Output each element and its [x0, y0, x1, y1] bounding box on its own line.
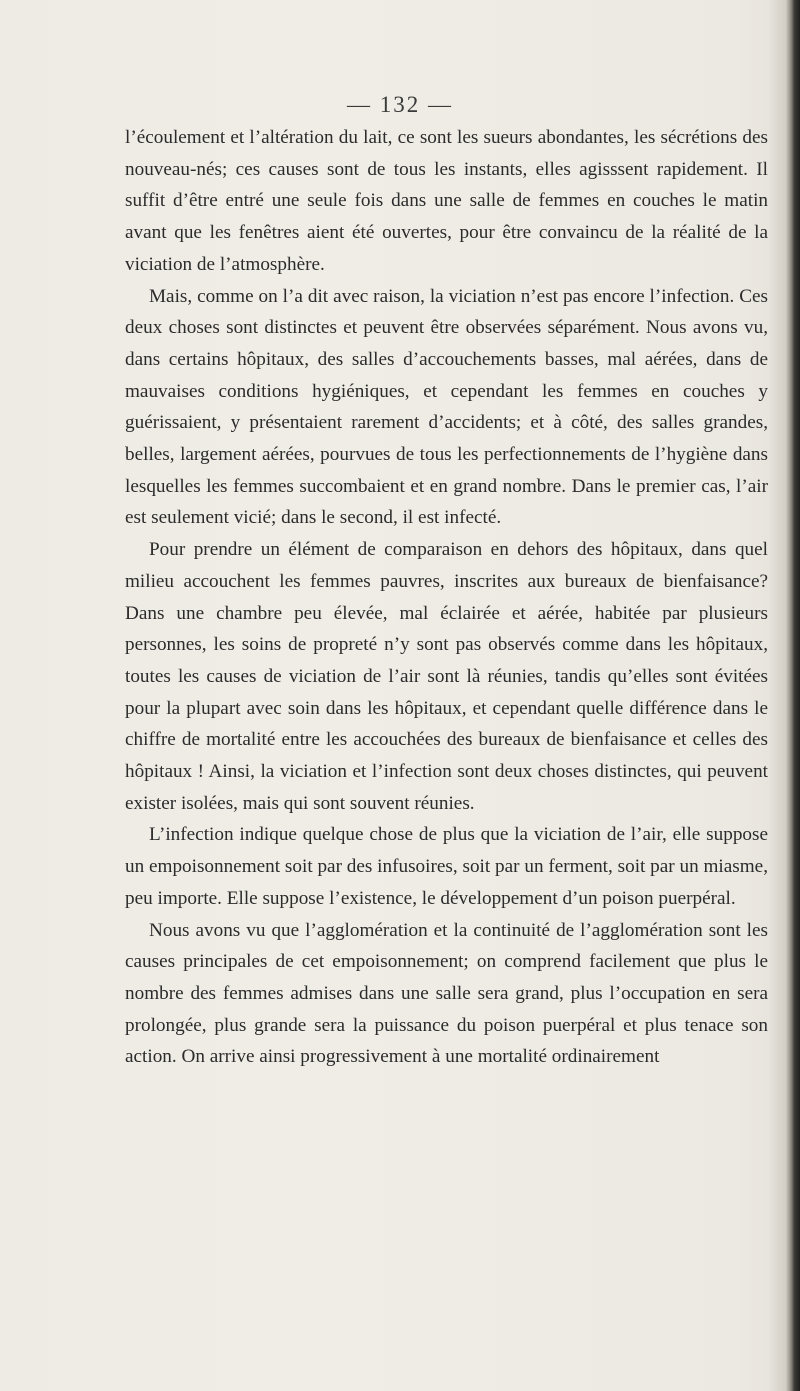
book-spine — [786, 0, 800, 1391]
paragraph-1: l’écoulement et l’altération du lait, ce sont les sueurs abondantes, les sécrétions des nouveau-nés; ces causes sont de tous les instants, elles agisssent rapidement. Il suffit d’être entré une seule fois dans une salle de femmes en couches le matin avant que les fenêtres aient été ouvertes, pour être convaincu de la réalité de la viciation de l’atmosphère. — [125, 127, 768, 275]
page-number-header: — 132 — — [347, 92, 453, 117]
paragraph-2: Mais, comme on l’a dit avec raison, la viciation n’est pas encore l’infection. Ces deux choses sont distinctes et peuvent être observées séparément. Nous avons vu, dans certains hôpitaux, des salles d’accouchements basses, mal aérées, dans de mauvaises conditions hygiéniques, et cependant les femmes en couches y guérissaient, y présentaient rarement d’accidents; et à côté, des salles grandes, belles, largement aérées, pourvues de tous les perfectionnements de l’hygiène dans lesquelles les femmes succombaient et en grand nombre. Dans le premier cas, l’air est seulement vicié; dans le second, il est infecté. — [125, 285, 768, 529]
paragraph-3: Pour prendre un élément de comparaison en dehors des hôpitaux, dans quel milieu accouchent les femmes pauvres, inscrites aux bureaux de bienfaisance? Dans une chambre peu élevée, mal éclairée et aérée, habitée par plusieurs personnes, les soins de propreté n’y sont pas observés comme dans les hôpitaux, toutes les causes de viciation de l’air sont là réunies, tandis qu’elles sont évitées pour la plupart avec soin dans les hôpitaux, et cependant quelle différence dans le chiffre de mortalité entre les accouchées des bureaux de bienfaisance et celles des hôpitaux ! Ainsi, la viciation et l’infection sont deux choses distinctes, qui peuvent exister isolées, mais qui sont souvent réunies. — [125, 539, 768, 814]
paragraph-4: L’infection indique quelque chose de plus que la viciation de l’air, elle suppose un empoisonnement soit par des infusoires, soit par un ferment, soit par un miasme, peu importe. Elle suppose l’existence, le développement d’un poison puerpéral. — [125, 824, 768, 909]
page-gutter-shadow — [768, 0, 786, 1391]
page-body-text — [125, 122, 768, 1073]
paragraph-5: Nous avons vu que l’agglomération et la continuité de l’agglomération sont les causes principales de cet empoisonnement; on comprend facilement que plus le nombre des femmes admises dans une salle sera grand, plus l’occupation en sera prolongée, plus grande sera la puissance du poison puerpéral et plus tenace son action. On arrive ainsi progressivement à une mortalité ordinairement — [125, 919, 768, 1068]
